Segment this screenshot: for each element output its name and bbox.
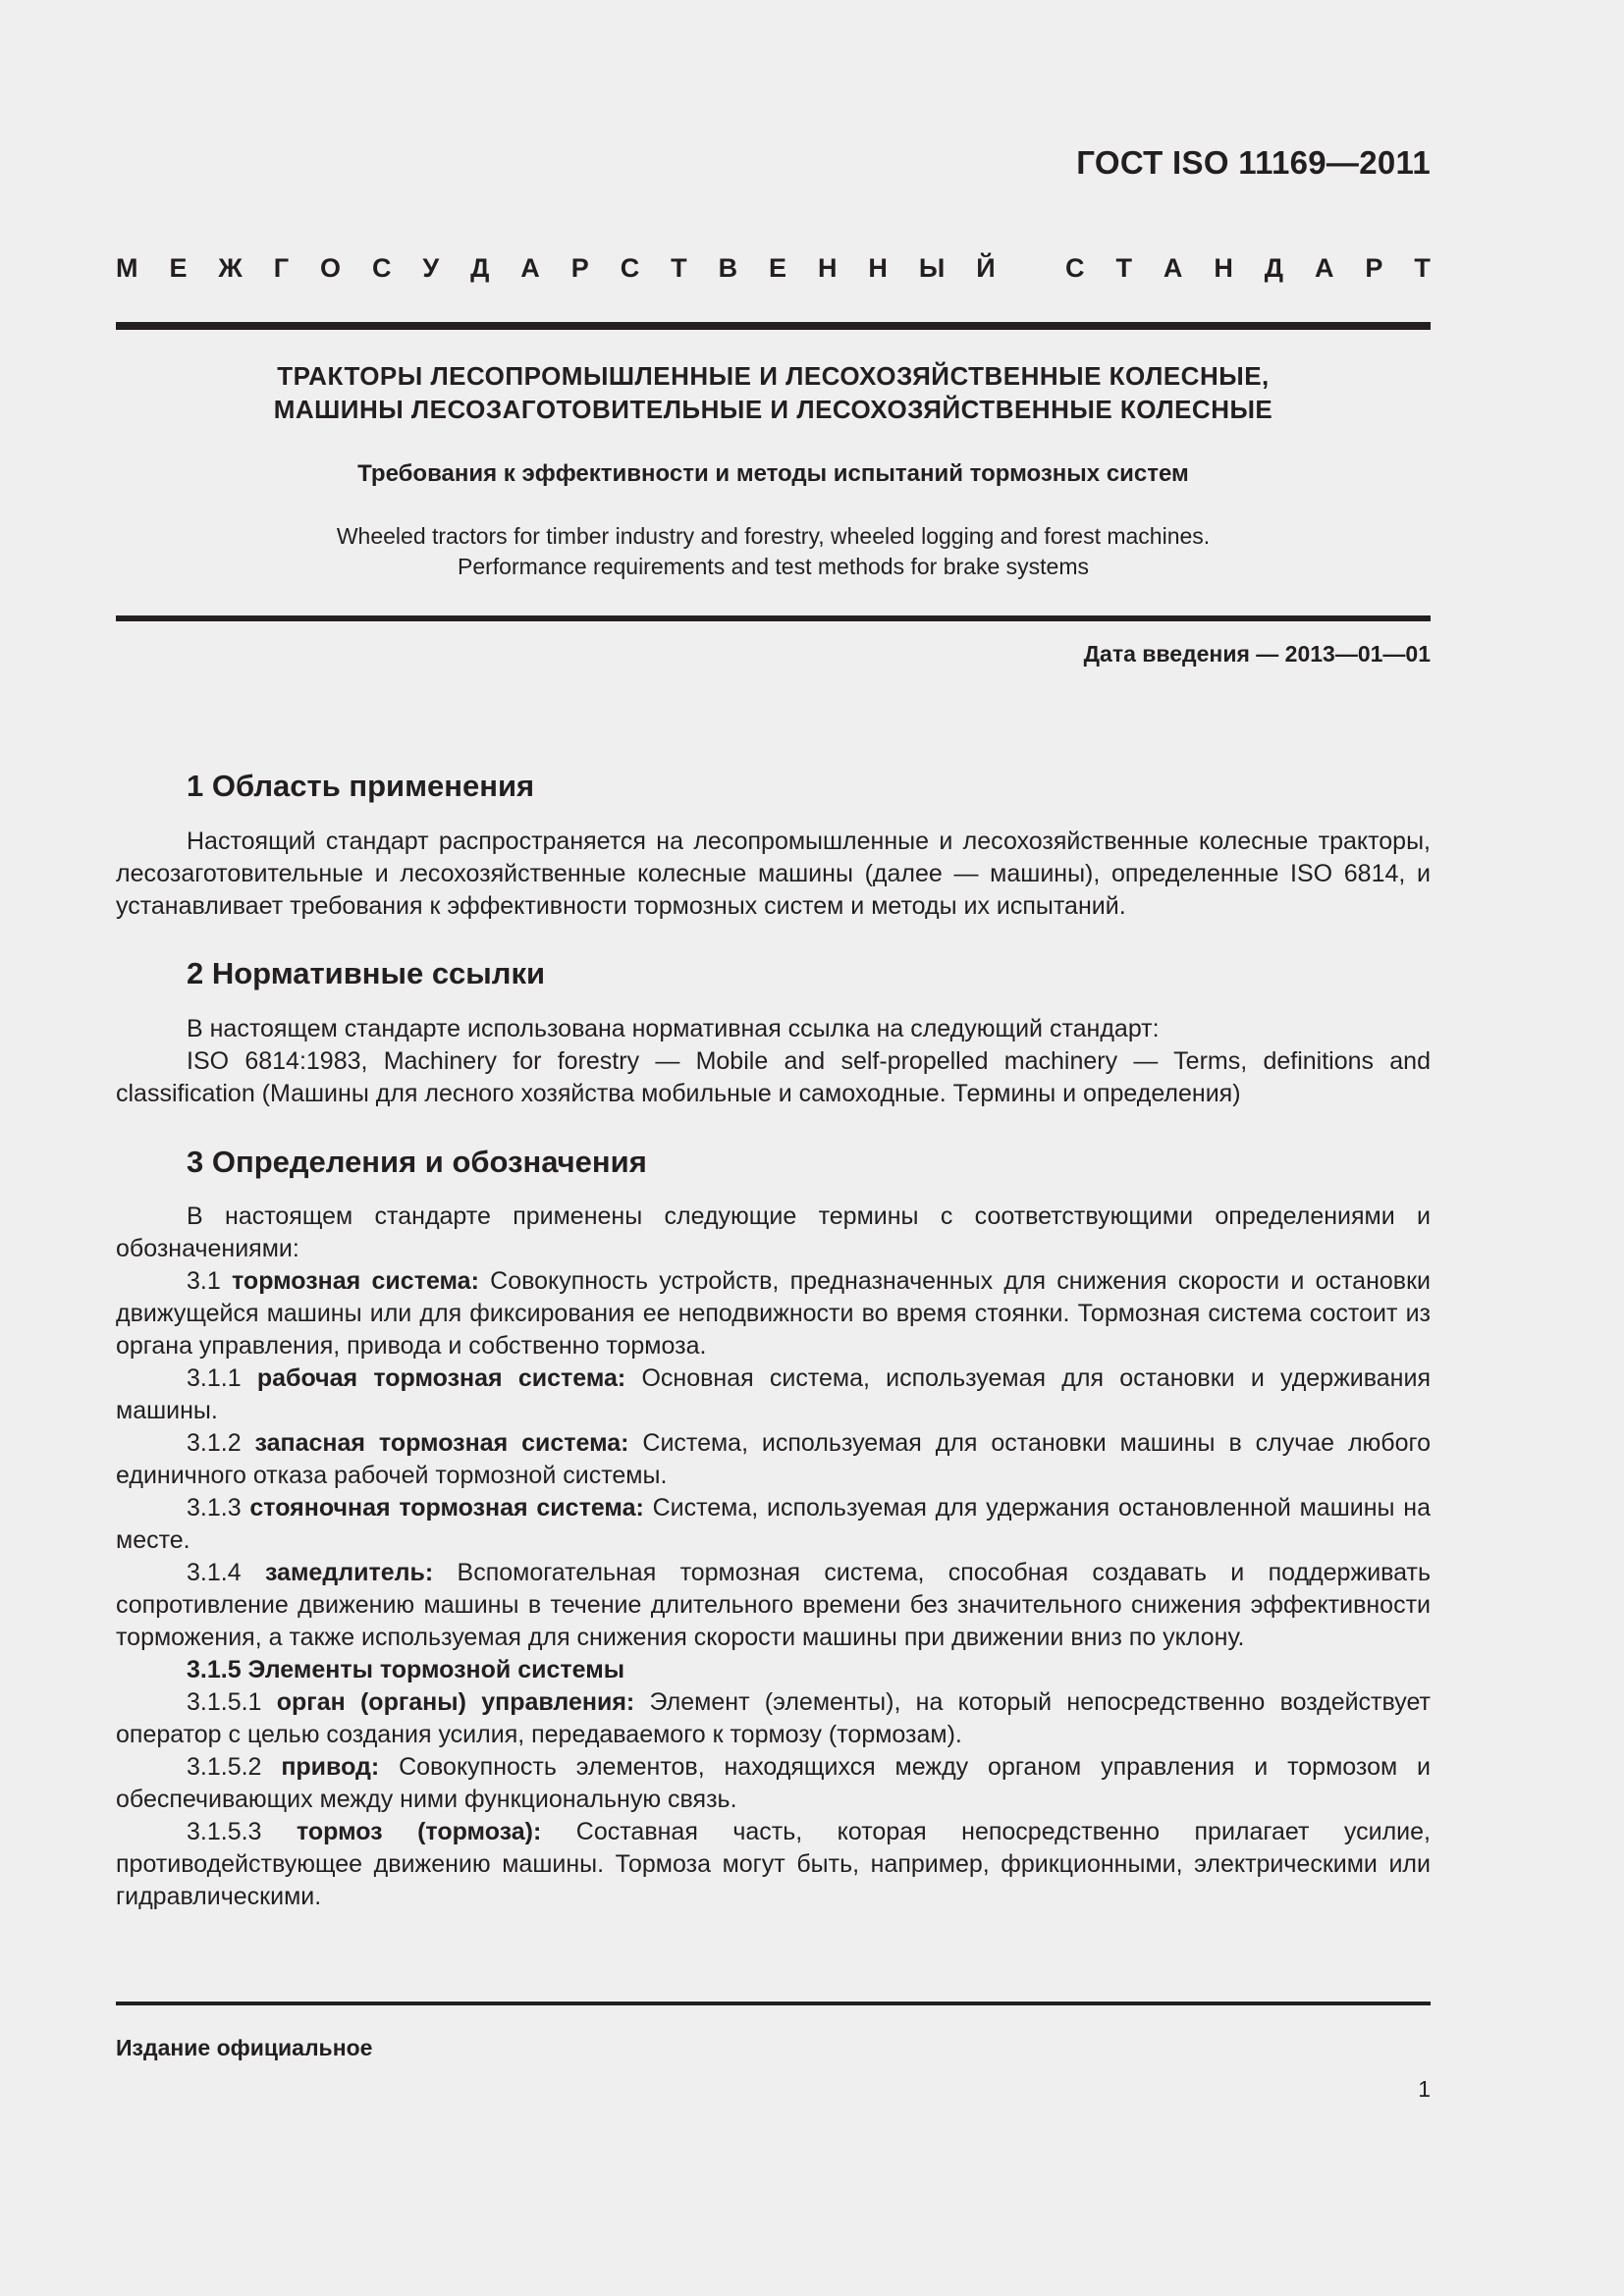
definition-text: Система, используемая для удержания остановленной машины на месте.: [116, 1494, 1431, 1554]
definition-number: 3.1.3: [187, 1494, 250, 1522]
page-number: 1: [1418, 2076, 1431, 2102]
heading-letter: А: [1314, 253, 1334, 283]
section-2-paragraph-1: В настоящем стандарте использована нормативная ссылка на следующий стандарт:: [187, 1015, 1160, 1042]
heading-letter: Й: [976, 253, 996, 283]
title-ru-line-2: МАШИНЫ ЛЕСОЗАГОТОВИТЕЛЬНЫЕ И ЛЕСОХОЗЯЙСТВЕННЫЕ КОЛЕСНЫЕ: [273, 395, 1273, 424]
heading-letter: Е: [769, 253, 787, 283]
document-number: ГОСТ ISO 11169—2011: [1076, 144, 1431, 181]
definition-term: рабочая тормозная система:: [256, 1364, 626, 1392]
definition-number: 3.1.5.1: [187, 1688, 277, 1716]
definition-3-1-5-3: [116, 1816, 1431, 1913]
definition-number: 3.1.2: [187, 1429, 255, 1457]
heading-letter: О: [319, 253, 341, 283]
heading-letter: Ж: [218, 253, 243, 283]
definition-3-1: [116, 1265, 1431, 1362]
heading-letter: Т: [1414, 253, 1431, 283]
title-en-line-1: Wheeled tractors for timber industry and forestry, wheeled logging and forest machines.: [336, 523, 1211, 549]
official-edition-label: Издание официальное: [116, 2035, 373, 2060]
definition-3-1-1: [116, 1362, 1431, 1427]
subsection-3-1-5-heading: [116, 1654, 1431, 1686]
definition-number: 3.1.1: [187, 1364, 257, 1392]
definition-number: 3.1.5.2: [187, 1753, 282, 1781]
definition-term: стояночная тормозная система:: [249, 1494, 644, 1522]
document-page: [116, 0, 1431, 2296]
definition-text: Совокупность элементов, находящихся между органом управления и тормозом и обеспечивающих между ними функциональную связь.: [116, 1753, 1431, 1813]
heading-letter: Д: [470, 253, 490, 283]
subsection-heading: 3.1.5 Элементы тормозной системы: [187, 1656, 625, 1683]
definition-text: Составная часть, которая непосредственно прилагает усилие, противодействующее движению машины. Тормоза могут быть, например, фрикционными, электрическими или гидравлическими.: [116, 1818, 1431, 1910]
heading-letter: У: [422, 253, 440, 283]
heading-letter: Р: [1365, 253, 1383, 283]
definition-text: Вспомогательная тормозная система, способная создавать и поддерживать сопротивление движению машины в течение длительного времени без значительного снижения эффективности торможения, а также используемая для снижения скорости машины при движении вниз по уклону.: [116, 1559, 1431, 1651]
heading-letter: С: [371, 253, 392, 283]
definition-number: 3.1.4: [187, 1559, 265, 1586]
heading-letter: Ы: [918, 253, 946, 283]
definition-term: привод:: [281, 1753, 380, 1781]
footer-rule: [116, 2002, 1431, 2005]
heading-letter: [1027, 253, 1035, 284]
definition-term: орган (органы) управления:: [276, 1688, 635, 1716]
heading-letter: Е: [169, 253, 188, 283]
heading-letter: Н: [1214, 253, 1233, 283]
heading-letter: Д: [1264, 253, 1283, 283]
introduction-date: Дата введения — 2013—01—01: [1083, 641, 1431, 667]
section-1-heading: 1 Область применения: [187, 769, 535, 803]
top-rule: [116, 322, 1431, 330]
definition-3-1-5-2: [116, 1751, 1431, 1816]
heading-letter: Г: [273, 253, 290, 283]
document-subtitle-ru: Требования к эффективности и методы испытаний тормозных систем: [357, 460, 1189, 487]
heading-letter: М: [116, 253, 138, 283]
document-body: [116, 768, 1431, 1913]
heading-letter: Н: [868, 253, 888, 283]
definition-term: тормозная система:: [232, 1267, 479, 1295]
heading-letter: С: [620, 253, 640, 283]
heading-letter: Н: [817, 253, 838, 283]
section-2-heading: 2 Нормативные ссылки: [187, 956, 546, 990]
document-title-ru: [116, 359, 1431, 426]
title-ru-line-1: ТРАКТОРЫ ЛЕСОПРОМЫШЛЕННЫЕ И ЛЕСОХОЗЯЙСТВЕННЫЕ КОЛЕСНЫЕ,: [277, 361, 1270, 391]
definition-number: 3.1.5.3: [187, 1818, 297, 1845]
definition-text: Система, используемая для остановки машины в случае любого единичного отказа рабочей тормозной системы.: [116, 1429, 1431, 1489]
heading-letter: А: [1163, 253, 1183, 283]
definition-term: замедлитель:: [264, 1559, 434, 1586]
section-3-heading: 3 Определения и обозначения: [187, 1145, 647, 1179]
title-bottom-rule: [116, 615, 1431, 621]
heading-letter: А: [520, 253, 540, 283]
definition-text: Совокупность устройств, предназначенных для снижения скорости и остановки движущейся машины или для фиксирования ее неподвижности во время стоянки. Тормозная система состоит из органа управления, привода и собственно тормоза.: [116, 1267, 1431, 1360]
definition-term: тормоз (тормоза):: [296, 1818, 542, 1845]
heading-letter: В: [718, 253, 738, 283]
definition-3-1-3: [116, 1492, 1431, 1557]
title-en-line-2: Performance requirements and test methods for brake systems: [457, 554, 1089, 579]
definition-text: Элемент (элементы), на который непосредственно воздействует оператор с целью создания усилия, передаваемого к тормозу (тормозам).: [116, 1688, 1431, 1748]
section-2-paragraph-2: ISO 6814:1983, Machinery for forestry — Mobile and self-propelled machinery — Terms, definitions and classification (Машины для лесного хозяйства мобильные и самоходные. Термины и определения): [116, 1047, 1431, 1107]
section-1-paragraph: Настоящий стандарт распространяется на лесопромышленные и лесохозяйственные колесные тракторы, лесозаготовительные и лесохозяйственные колесные машины (далее — машины), определенные ISO 6814, и устанавливает требования к эффективности тормозных систем и методы их испытаний.: [116, 828, 1431, 920]
heading-letter: С: [1065, 253, 1085, 283]
definition-text: Основная система, используемая для остановки и удерживания машины.: [116, 1364, 1431, 1424]
heading-letter: Р: [570, 253, 589, 283]
definition-3-1-2: [116, 1427, 1431, 1492]
definition-3-1-5-1: [116, 1686, 1431, 1751]
section-3-intro: В настоящем стандарте применены следующие термины с соответствующими определениями и обозначениями:: [116, 1202, 1431, 1262]
definition-number: 3.1: [187, 1267, 233, 1295]
definition-3-1-4: [116, 1557, 1431, 1654]
standard-type-heading: [116, 253, 1431, 284]
document-title-en: [116, 521, 1431, 582]
heading-letter: Т: [1115, 253, 1132, 283]
definition-term: запасная тормозная система:: [254, 1429, 629, 1457]
heading-letter: Т: [671, 253, 687, 283]
